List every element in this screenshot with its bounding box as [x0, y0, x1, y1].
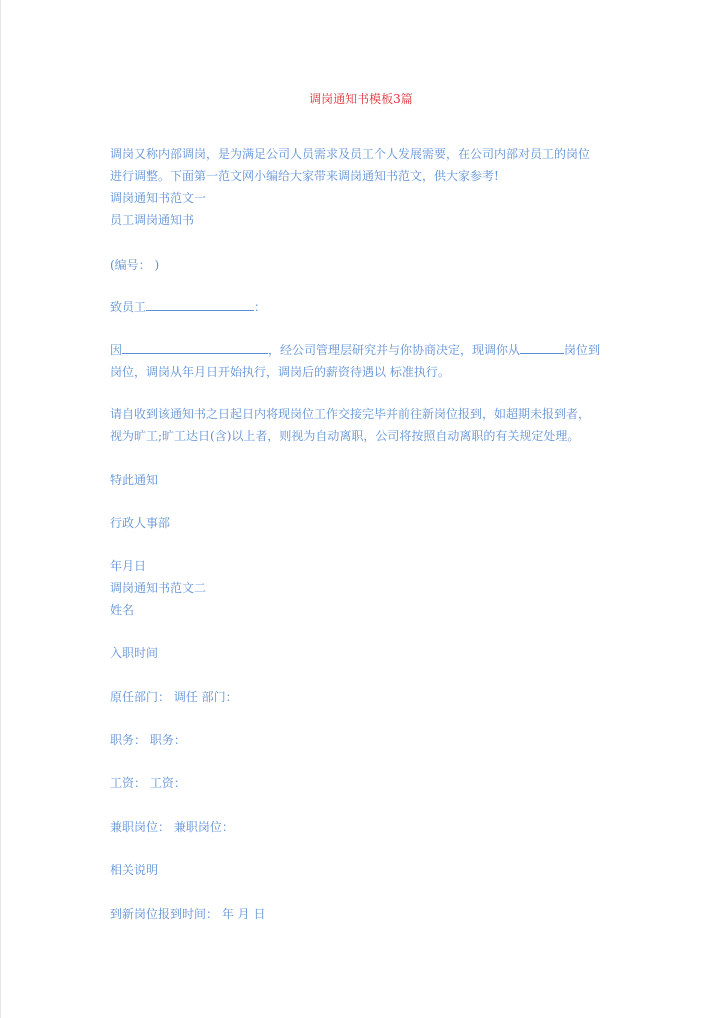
salary-line: 工资： 工资：: [110, 776, 186, 790]
intro-paragraph-line-2: 进行调整。下面第一范文网小编给大家带来调岗通知书范文，供大家参考!: [110, 169, 499, 183]
document-title: 调岗通知书模板3篇: [309, 92, 413, 106]
department-signature: 行政人事部: [110, 516, 171, 530]
decision-text: ，经公司管理层研究并与你协商决定，现调你从: [268, 343, 521, 357]
reason-prefix: 因: [110, 343, 123, 357]
reason-blank: [122, 342, 268, 354]
number-label: (编号： ): [110, 258, 160, 272]
report-time-line: 到新岗位报到时间： 年 月 日: [110, 907, 266, 921]
entry-time-label: 入职时间: [110, 646, 159, 660]
part-time-position-line: 兼职岗位： 兼职岗位：: [110, 820, 234, 834]
position-line: 职务： 职务：: [110, 733, 186, 747]
to-employee-suffix: ：: [254, 300, 267, 314]
body-paragraph-2-line-1: 请自收到该通知书之日起日内将现岗位工作交接完毕并前往新岗位报到，如超期未报到者，: [110, 407, 591, 421]
to-employee-prefix: 致员工: [110, 300, 147, 314]
to-position-text: 岗位到: [564, 343, 601, 357]
to-employee-line: [110, 299, 630, 315]
body-paragraph-1-line-2: 岗位，调岗从年月日开始执行，调岗后的薪资待遇以 标准执行。: [110, 365, 450, 379]
intro-paragraph-line-1: 调岗又称内部调岗，是为满足公司人员需求及员工个人发展需要，在公司内部对员工的岗位: [110, 147, 591, 161]
sample-1-subtitle: 员工调岗通知书: [110, 213, 195, 227]
name-label: 姓名: [110, 603, 135, 617]
sample-2-heading: 调岗通知书范文二: [110, 581, 207, 595]
body-paragraph-1-line-1: [110, 342, 630, 358]
notes-label: 相关说明: [110, 863, 159, 877]
employee-name-blank: [146, 299, 254, 311]
sample-1-heading: 调岗通知书范文一: [110, 191, 207, 205]
department-transfer-line: 原任部门： 调任 部门：: [110, 690, 238, 704]
body-paragraph-2-line-2: 视为旷工;旷工达日(含)以上者，则视为自动离职，公司将按照自动离职的有关规定处理。: [110, 429, 580, 443]
from-position-blank: [520, 342, 564, 354]
date-line: 年月日: [110, 559, 147, 573]
notice-text: 特此通知: [110, 473, 159, 487]
